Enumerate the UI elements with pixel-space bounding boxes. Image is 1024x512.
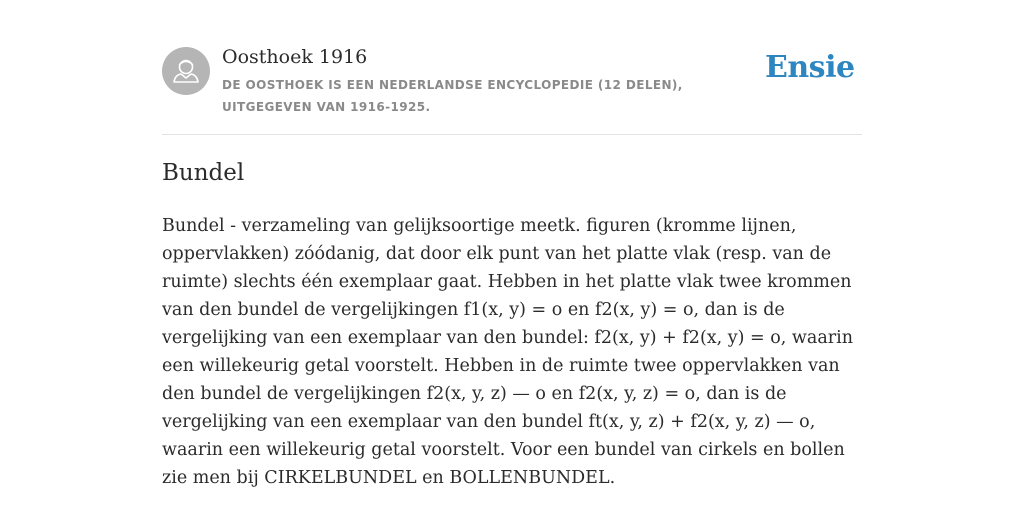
- article-body: Bundel - verzameling van gelijksoortige meetk. figuren (kromme lijnen, oppervlakken) zóódanig, dat door elk punt van het platte vlak (resp. van de ruimte) slechts één exemplaar gaat. Hebben in het platte vlak twee krommen van den bundel de vergelijkingen f1(x, y) = o en f2(x, y) = o, dan is de vergelijking van een exemplaar van den bundel: f2(x, y) + f2(x, y) = o, waarin een willekeurig getal voorstelt. Hebben in de ruimte twee oppervlakken van den bundel de vergelijkingen f2(x, y, z) — o en f2(x, y, z) = o, dan is de vergelijking van een exemplaar van den bundel ft(x, y, z) + f2(x, y, z) — o, waarin een willekeurig getal voorstelt. Voor een bundel van cirkels en bollen zie men bij CIRKELBUNDEL en BOLLENBUNDEL.: [162, 216, 854, 488]
- source-description: DE OOSTHOEK IS EEN NEDERLANDSE ENCYCLOPEDIE (12 DELEN), UITGEGEVEN VAN 1916-1925.: [222, 78, 683, 114]
- article-title: Bundel: [162, 160, 245, 186]
- source-avatar[interactable]: [162, 47, 210, 95]
- source-header: [162, 0, 862, 135]
- user-silhouette-icon: [162, 47, 210, 95]
- source-title[interactable]: Oosthoek 1916: [222, 46, 368, 68]
- page-content: [162, 0, 862, 488]
- brand-logo[interactable]: Ensie: [765, 50, 855, 85]
